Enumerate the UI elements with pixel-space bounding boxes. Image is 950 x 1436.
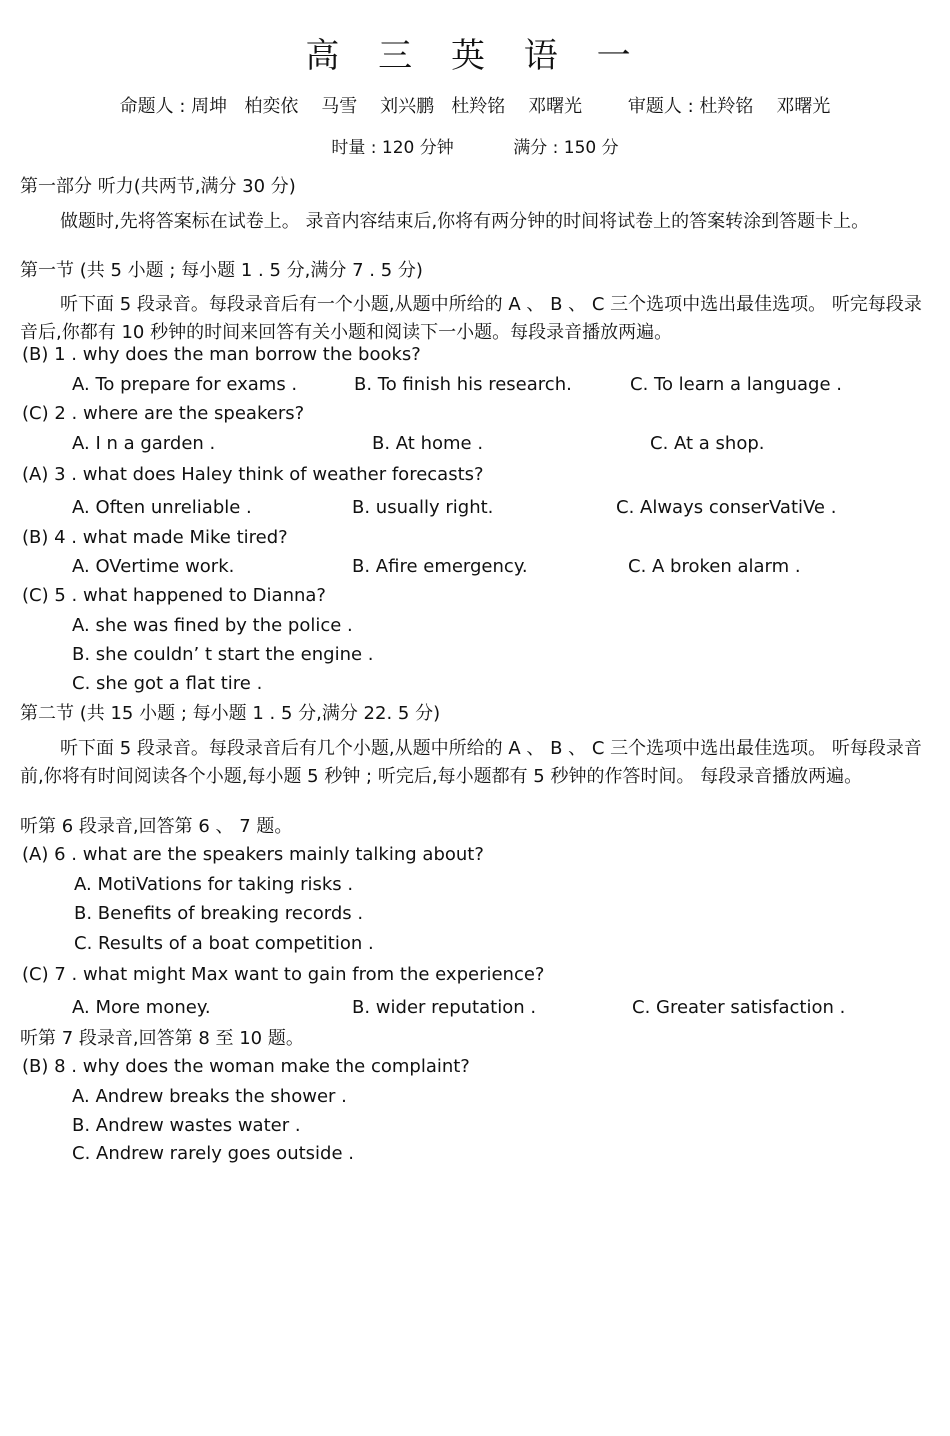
question-3-option-c: C. Always conserVatiVe .: [616, 497, 837, 518]
question-1-option-c: C. To learn a language .: [630, 374, 843, 395]
question-4-stem: (B) 4 . what made Mike tired?: [22, 527, 288, 548]
question-8-option-a: A. Andrew breaks the shower .: [72, 1086, 347, 1107]
part1-instructions: 做题时,先将答案标在试卷上。 录音内容结束后,你将有两分钟的时间将试卷上的答案转涂到答题卡上。: [60, 211, 870, 232]
section2-heading: 第二节 (共 15 小题 ; 每小题 1 . 5 分,满分 22. 5 分): [20, 703, 441, 724]
question-2-option-b: B. At home .: [372, 433, 484, 454]
question-5-option-a: A. she was fined by the police .: [72, 615, 353, 636]
question-6-option-c: C. Results of a boat competition .: [74, 933, 374, 954]
section1-heading: 第一节 (共 5 小题 ; 每小题 1 . 5 分,满分 7 . 5 分): [20, 260, 423, 281]
question-2-stem: (C) 2 . where are the speakers?: [22, 403, 305, 424]
question-2-option-a: A. I n a garden .: [72, 433, 216, 454]
authors-line: 命题人 : 周坤 柏奕依 马雪 刘兴鹏 杜羚铭 邓曙光 审题人 : 杜羚铭 邓曙光: [119, 96, 831, 117]
question-1-option-b: B. To finish his research.: [354, 374, 572, 395]
audio-6-note: 听第 6 段录音,回答第 6 、 7 题。: [20, 816, 293, 837]
question-4-option-c: C. A broken alarm .: [628, 556, 801, 577]
question-5-option-c: C. she got a flat tire .: [72, 673, 263, 694]
question-1-option-a: A. To prepare for exams .: [72, 374, 298, 395]
question-7-option-c: C. Greater satisfaction .: [632, 997, 846, 1018]
question-3-stem: (A) 3 . what does Haley think of weather forecasts?: [22, 464, 484, 485]
question-8-stem: (B) 8 . why does the woman make the complaint?: [22, 1056, 470, 1077]
question-1-stem: (B) 1 . why does the man borrow the books?: [22, 344, 421, 365]
audio-7-note: 听第 7 段录音,回答第 8 至 10 题。: [20, 1028, 304, 1049]
question-5-option-b: B. she couldn’ t start the engine .: [72, 644, 374, 665]
exam-title: 高 三 英 语 一: [305, 36, 645, 76]
question-7-stem: (C) 7 . what might Max want to gain from the experience?: [22, 964, 545, 985]
question-5-stem: (C) 5 . what happened to Dianna?: [22, 585, 326, 606]
question-2-option-c: C. At a shop.: [650, 433, 765, 454]
question-8-option-c: C. Andrew rarely goes outside .: [72, 1143, 354, 1164]
question-7-option-b: B. wider reputation .: [352, 997, 537, 1018]
question-8-option-b: B. Andrew wastes water .: [72, 1115, 301, 1136]
time-score-line: 时量 : 120 分钟 满分 : 150 分: [331, 138, 619, 158]
question-6-option-b: B. Benefits of breaking records .: [74, 903, 364, 924]
part1-heading: 第一部分 听力(共两节,满分 30 分): [20, 176, 296, 197]
question-4-option-b: B. Afire emergency.: [352, 556, 528, 577]
question-3-option-b: B. usually right.: [352, 497, 494, 518]
question-6-stem: (A) 6 . what are the speakers mainly talking about?: [22, 844, 484, 865]
question-3-option-a: A. Often unreliable .: [72, 497, 252, 518]
question-7-option-a: A. More money.: [72, 997, 211, 1018]
question-4-option-a: A. OVertime work.: [72, 556, 235, 577]
section1-instructions: 听下面 5 段录音。每段录音后有一个小题,从题中所给的 A 、 B 、 C 三个选项中选出最佳选项。 听完每段录音后,你都有 10 秒钟的时间来回答有关小题和阅读下一小题。每段录音播放两遍。: [20, 294, 922, 343]
question-6-option-a: A. MotiVations for taking risks .: [74, 874, 354, 895]
section2-instructions: 听下面 5 段录音。每段录音后有几个小题,从题中所给的 A 、 B 、 C 三个选项中选出最佳选项。 听每段录音前,你将有时间阅读各个小题,每小题 5 秒钟 ; 听完后,每小题都有 5 秒钟的作答时间。 每段录音播放两遍。: [20, 738, 922, 787]
